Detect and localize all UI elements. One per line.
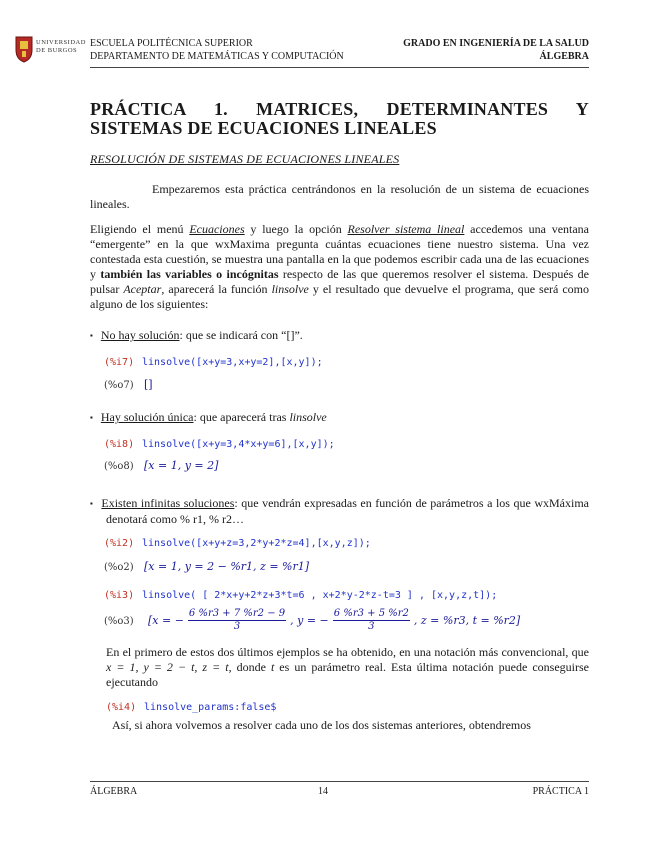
output-cell-o7: (%o7) [] [104, 378, 153, 391]
output-cell-o2: (%o2) [x = 1, y = 2 − %r1, z = %r1] [104, 560, 310, 573]
header-left [90, 37, 344, 63]
case-unique-solution: ▪ Hay solución única: que aparecerá tras linsolve [90, 410, 327, 424]
bullet-icon: ▪ [90, 413, 93, 422]
university-name: UNIVERSIDAD DE BURGOS [36, 39, 86, 54]
input-cell-i3: (%i3) linsolve( [ 2*x+y+2*z+3*t=6 , x+2*y-2*z-t=3 ] , [x,y,z,t]); [104, 590, 498, 601]
fraction-x: $\frac{6 \%r3 + 7 \%r2 - 9}{3}$ [188, 608, 286, 632]
input-cell-i4: (%i4) linsolve_params:false$ [106, 702, 277, 713]
footer-subject: ÁLGEBRA [90, 786, 138, 797]
section-subtitle: RESOLUCIÓN DE SISTEMAS DE ECUACIONES LINEALES [90, 152, 400, 166]
bullet-icon: ▪ [90, 331, 93, 340]
subject-name: ÁLGEBRA [539, 51, 589, 62]
bullet-icon: ▪ [90, 499, 94, 508]
instructions-paragraph: Eligiendo el menú Ecuaciones y luego la opción Resolver sistema lineal accedemos una ventana “emergente” en la que wxMaxima pregunta cuántas ecuaciones tiene nuestro sistema. Una vez contestada esta cuestión, se muestra una pantalla en la que podemos escribir cada una de las ecuaciones y también las variables o incógnitas respecto de las que queremos resolver el sistema. Después de pulsar Aceptar, aparecerá la función linsolve y el resultado que devuelve el programa, que será como alguno de los siguientes: [90, 222, 590, 311]
input-cell-i8: (%i8) linsolve([x+y=3,4*x+y=6],[x,y]); [104, 439, 335, 450]
page-title: PRÁCTICA 1. MATRICES, DETERMINANTES Y SISTEMAS DE ECUACIONES LINEALES [90, 99, 589, 138]
notation-paragraph: En el primero de estos dos últimos ejemplos se ha obtenido, en una notación más convencional, que x = 1, y = 2 − t, z = t, donde t es un parámetro real. Esta última notación puede conseguirse ejecutando [106, 645, 590, 689]
case-no-solution: ▪ No hay solución: que se indicará con “[]”. [90, 328, 303, 342]
input-cell-i7: (%i7) linsolve([x+y=3,x+y=2],[x,y]); [104, 357, 323, 368]
footer-practice: PRÁCTICA 1 [532, 786, 589, 797]
footer-divider [90, 781, 589, 782]
intro-paragraph: Empezaremos esta práctica centrándonos en la resolución de un sistema de ecuaciones lineales. [90, 182, 589, 211]
degree-name: GRADO EN INGENIERÍA DE LA SALUD [403, 38, 589, 49]
menu-reference: Ecuaciones [189, 222, 245, 236]
case-infinite-solutions: ▪ Existen infinitas soluciones: que vendrán expresadas en función de parámetros a los que wxMáxima denotará como % r1, % r2… [90, 496, 589, 526]
input-cell-i2: (%i2) linsolve([x+y+z=3,2*y+2*z=4],[x,y,z]); [104, 538, 371, 549]
school-name: ESCUELA POLITÉCNICA SUPERIOR [90, 38, 253, 49]
output-cell-o3: (%o3) [x = − $\frac{6 \%r3 + 7 \%r2 - 9}{3}$ , y = − $\frac{6 \%r3 + 5 \%r2}{3}$ , z = %r3, t = %r2] [104, 608, 521, 632]
university-logo [14, 35, 84, 65]
option-reference: Resolver sistema lineal [347, 222, 465, 236]
header-divider [90, 67, 589, 68]
header-right [403, 37, 589, 63]
closing-paragraph: Así, si ahora volvemos a resolver cada uno de los dos sistemas anteriores, obtendremos [112, 718, 531, 732]
shield-icon [14, 35, 34, 63]
fraction-y: $\frac{6 \%r3 + 5 \%r2}{3}$ [333, 608, 409, 632]
output-cell-o8: (%o8) [x = 1, y = 2] [104, 459, 219, 472]
page-number: 14 [318, 786, 328, 797]
department-name: DEPARTAMENTO DE MATEMÁTICAS Y COMPUTACIÓN [90, 51, 344, 62]
